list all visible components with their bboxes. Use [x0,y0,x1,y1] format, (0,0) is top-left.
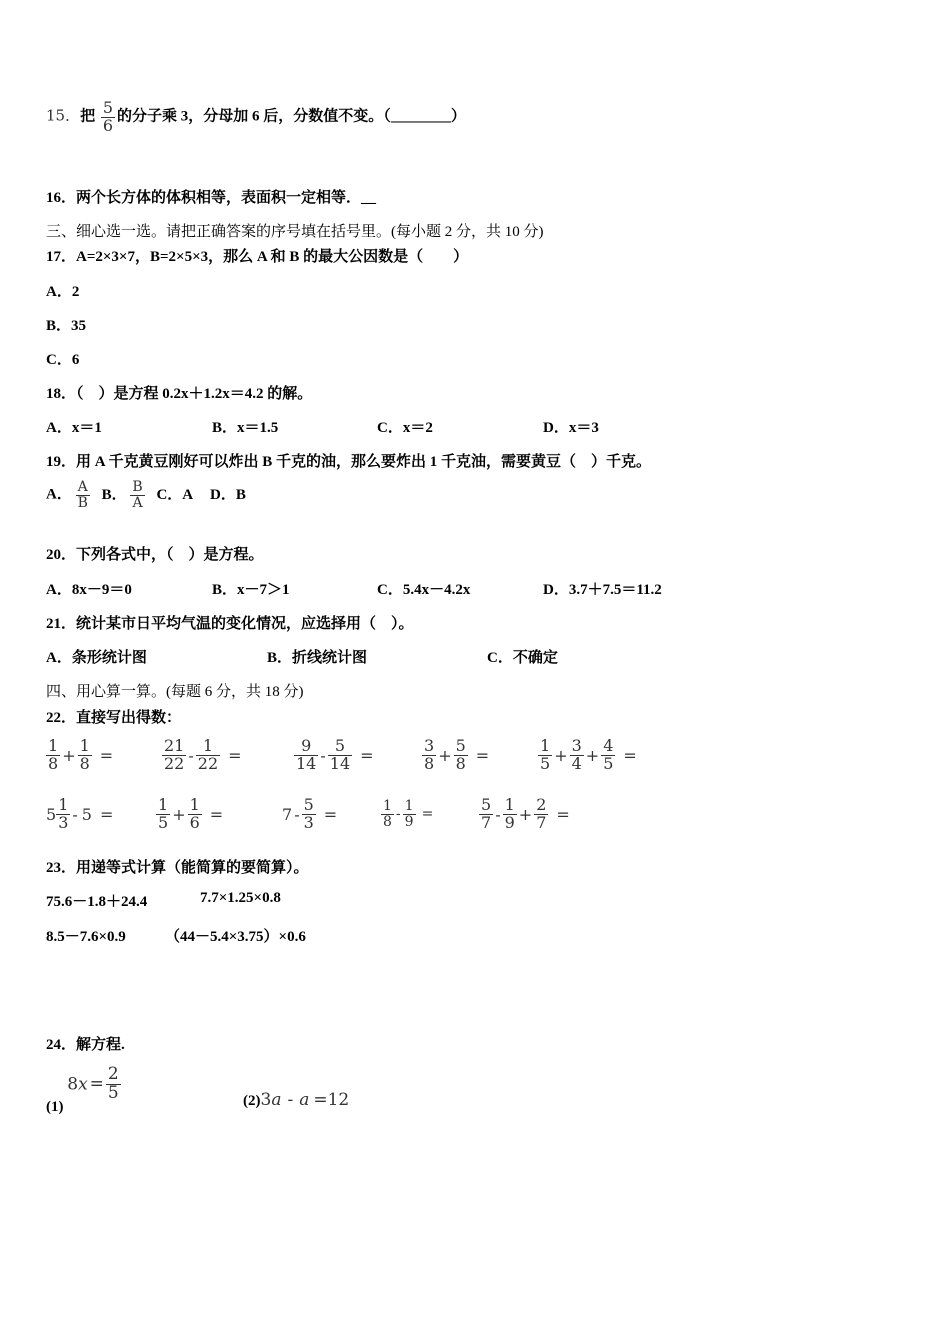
q24-p2-variable-2: a [299,1090,310,1110]
q24-equation-1 [46,1066,121,1116]
question-20-stem: 20．下列各式中，（ ）是方程。 [46,547,264,563]
q23-problem-3: 8.5－7.6×0.9 [46,929,126,945]
q18-option-a: A．x＝1 [46,420,102,436]
frac-denominator: 5 [603,753,614,773]
section-4-heading: 四、用心算一算。(每题 6 分，共 18 分) [46,684,304,700]
q22-expression-7 [156,797,225,832]
frac-numerator: 9 [294,738,318,756]
frac-denominator: 9 [504,812,515,832]
q18-option-c: C．x＝2 [377,420,433,436]
frac-numerator: B [132,479,143,495]
q24-p2-variable-1: a [271,1090,282,1110]
plus-sign: + [172,804,186,824]
section-3-heading: 三、细心选一选。请把正确答案的序号填在括号里。(每小题 2 分，共 10 分) [46,224,544,240]
q21-option-b: B．折线统计图 [267,650,368,666]
q19-option-c: C．A [156,486,193,503]
equals-sign: = [99,745,114,765]
frac-numerator: 4 [603,736,614,755]
frac-denominator: 9 [404,813,414,830]
q22-expression-1 [46,738,115,773]
minus-sign: - [395,806,401,823]
q19-option-a-fraction [76,480,90,510]
frac-numerator: 1 [540,736,551,755]
q15-blank: ________ [390,108,451,125]
frac-denominator: 5 [158,812,169,832]
question-18-stem: 18．（ ）是方程 0.2x＋1.2x＝4.2 的解。 [46,386,313,402]
q17-option-b: B．35 [46,318,87,334]
q24-p1-variable: x [78,1074,88,1095]
equals-sign: = [421,806,434,823]
frac-denominator: 3 [58,812,69,832]
question-15 [46,100,466,135]
equals-sign: = [623,745,637,765]
frac-numerator: 21 [164,736,185,755]
frac-numerator: 5 [481,795,492,814]
plus-sign: + [554,745,568,765]
frac-numerator: 3 [424,736,435,755]
frac-denominator: 22 [164,753,185,773]
plus-sign: + [62,745,76,765]
q22-expression-10 [479,797,572,832]
frac-denominator: 14 [329,753,351,773]
q22-expression-2 [162,738,244,773]
frac-numerator: 1 [58,795,69,814]
minus-sign: - [320,745,326,765]
frac-denominator: 22 [197,753,219,773]
frac-numerator: 5 [102,98,114,117]
whole-number: 5 [46,804,57,824]
q15-close: ） [450,108,466,125]
q22-expression-3 [294,738,376,773]
frac-numerator: 1 [504,795,515,814]
frac-numerator: 5 [303,795,314,814]
q22-expression-6 [46,797,115,832]
q16-blank: __ [361,190,377,206]
q24-p1-coefficient: 8 [67,1074,79,1095]
q17-option-a: A．2 [46,284,80,300]
minus-sign: - [188,745,194,765]
frac-denominator: 8 [455,753,466,773]
q23-problem-1: 75.6－1.8＋24.4 [46,894,148,910]
subtrahend: 5 [81,804,92,824]
q20-option-b: B．x－7＞1 [212,582,290,598]
question-23-stem: 23．用递等式计算（能简算的要简算）。 [46,860,309,876]
q24-p2-rhs: =12 [313,1090,350,1110]
q24-p2-coefficient: 3 [260,1090,272,1110]
frac-numerator: 1 [48,736,59,755]
plus-sign: + [438,745,452,765]
frac-denominator: 7 [481,812,492,832]
q19-option-d: D．B [210,486,246,503]
q21-option-a: A．条形统计图 [46,650,147,666]
minus-sign: - [294,804,300,824]
q22-expression-5 [538,738,639,773]
leading-number: 7 [282,804,293,824]
frac-denominator: 3 [303,812,314,832]
q15-fraction [101,100,115,135]
question-24-stem: 24．解方程. [46,1037,125,1053]
q23-problem-4: （44－5.4×3.75）×0.6 [165,929,306,945]
q17-option-c: C．6 [46,352,80,368]
frac-denominator: 8 [383,813,392,830]
q22-expression-4 [422,738,491,773]
frac-denominator: 8 [424,753,435,773]
q16-text: 16．两个长方体的体积相等，表面积一定相等． [46,190,362,206]
minus-sign: - [72,804,78,824]
equals-sign: = [89,1074,104,1095]
q18-option-d: D．x＝3 [543,420,599,436]
q24-p2-label: (2) [243,1093,261,1109]
q24-p1-label: (1) [46,1098,64,1115]
frac-numerator: 2 [107,1064,119,1084]
frac-numerator: 1 [404,798,414,814]
frac-numerator: 5 [328,738,352,756]
q19-option-b-label: B． [101,486,127,503]
frac-numerator: A [76,480,90,496]
frac-numerator: 3 [571,736,582,755]
frac-denominator: 4 [571,753,582,773]
frac-denominator: A [132,494,143,511]
equals-sign: = [323,804,338,824]
q18-option-b: B．x＝1.5 [212,420,279,436]
q24-p1-expression [67,1064,121,1103]
q22-expression-8 [282,797,339,832]
q19-option-b-fraction [130,480,144,510]
frac-denominator: 5 [540,753,551,773]
q23-problem-2: 7.7×1.25×0.8 [200,890,281,906]
frac-denominator: 8 [79,753,90,773]
question-17-stem: 17．A=2×3×7，B=2×5×3，那么 A 和 B 的最大公因数是（ ） [46,249,469,265]
frac-numerator: 5 [455,736,466,755]
equals-sign: = [475,745,490,765]
frac-denominator: B [77,494,88,511]
q24-p2-expression [261,1090,350,1110]
question-19-stem: 19．用 A 千克黄豆刚好可以炸出 B 千克的油，那么要炸出 1 千克油，需要黄豆（ ）千克。 [46,454,652,470]
plus-sign: + [518,804,533,824]
question-22-stem: 22．直接写出得数： [46,710,182,726]
equals-sign: = [360,745,374,765]
frac-numerator: 1 [383,798,392,814]
q20-option-a: A．8x－9＝0 [46,582,132,598]
minus-sign: - [495,804,501,824]
frac-denominator: 6 [102,115,114,135]
frac-numerator: 2 [536,795,547,814]
q20-option-c: C．5.4x－4.2x [377,582,471,598]
question-21-stem: 21．统计某市日平均气温的变化情况，应选择用（ ）。 [46,616,414,632]
frac-numerator: 1 [189,795,200,814]
frac-denominator: 14 [296,753,317,773]
equals-sign: = [99,804,114,824]
q15-post: 的分子乘 3，分母加 6 后，分数值不变。（ [117,108,391,125]
frac-numerator: 1 [196,738,220,756]
q20-option-d: D．3.7＋7.5＝11.2 [543,582,662,598]
q21-option-c: C．不确定 [487,650,558,666]
equals-sign: = [556,804,570,824]
frac-denominator: 8 [48,753,59,773]
frac-denominator: 7 [536,812,547,832]
plus-sign: + [585,745,600,765]
question-16 [46,186,376,207]
q19-option-a-label: A． [46,486,72,503]
q24-equation-2 [243,1090,349,1110]
q19-options [46,480,246,510]
q15-pre: 把 [80,108,96,125]
equals-sign: = [228,745,242,765]
equals-sign: = [209,804,224,824]
frac-numerator: 1 [79,736,90,755]
q15-number: 15． [46,106,81,125]
frac-denominator: 6 [189,812,200,832]
q22-expression-9 [381,799,435,829]
frac-denominator: 5 [107,1082,119,1103]
frac-numerator: 1 [158,795,169,814]
minus-sign: - [287,1090,294,1110]
